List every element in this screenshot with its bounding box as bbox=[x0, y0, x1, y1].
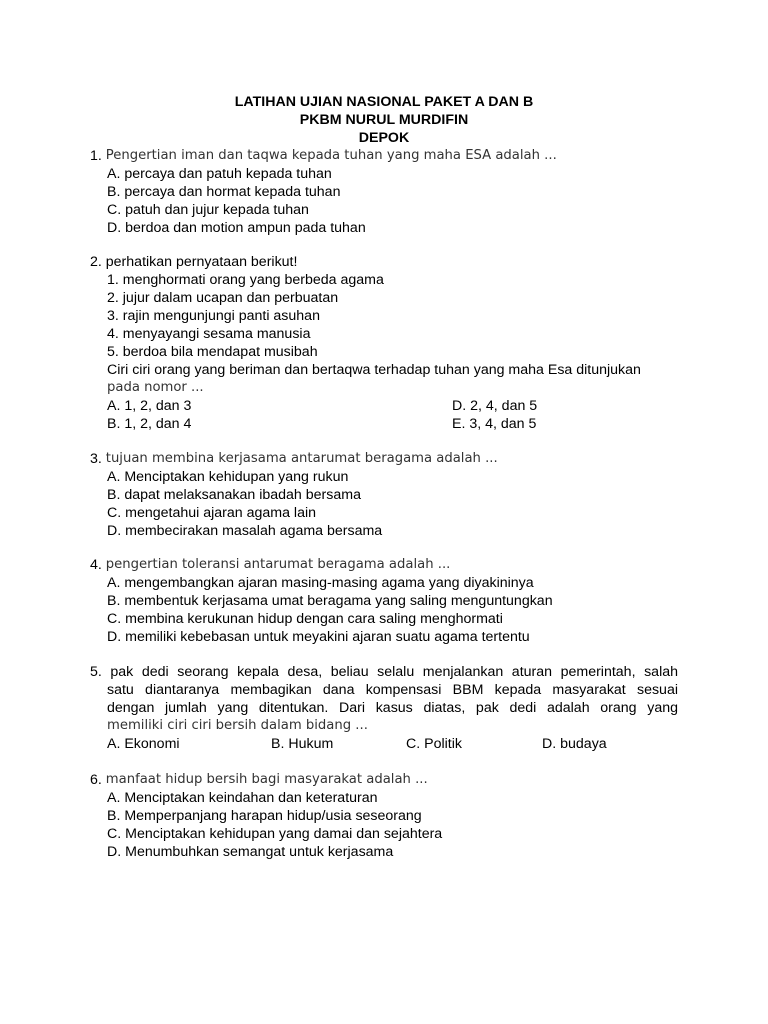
question-text: Pengertian iman dan taqwa kepada tuhan yang maha ESA adalah ... bbox=[105, 148, 557, 163]
option-c: C. patuh dan jujur kepada tuhan bbox=[107, 202, 309, 218]
question-number: 1. bbox=[90, 148, 106, 164]
question-3 bbox=[90, 450, 678, 540]
statement-3: 3. rajin mengunjungi panti asuhan bbox=[107, 308, 320, 324]
option-a: A. percaya dan patuh kepada tuhan bbox=[107, 166, 332, 182]
question-1 bbox=[90, 147, 678, 237]
statement-5: 5. berdoa bila mendapat musibah bbox=[107, 344, 318, 360]
question-number: 4. bbox=[90, 557, 106, 573]
option-b: B. dapat melaksanakan ibadah bersama bbox=[107, 487, 361, 503]
option-d: D. membecirakan masalah agama bersama bbox=[107, 523, 383, 539]
question-4-stem bbox=[90, 556, 678, 574]
statement-1: 1. menghormati orang yang berbeda agama bbox=[107, 272, 384, 288]
option-e: E. 3, 4, dan 5 bbox=[452, 416, 537, 432]
option-d: D. budaya bbox=[542, 736, 607, 752]
option-d: D. 2, 4, dan 5 bbox=[452, 398, 538, 414]
question-3-stem bbox=[90, 450, 678, 468]
options-row-2 bbox=[90, 415, 678, 433]
option-d: D. berdoa dan motion ampun pada tuhan bbox=[107, 220, 366, 236]
question-text: manfaat hidup bersih bagi masyarakat adalah ... bbox=[105, 772, 428, 787]
statement-2: 2. jujur dalam ucapan dan perbuatan bbox=[107, 290, 339, 306]
option-d: D. memiliki kebebasan untuk meyakini ajaran suatu agama tertentu bbox=[107, 629, 530, 645]
question-5 bbox=[90, 663, 678, 753]
location-name: DEPOK bbox=[358, 130, 410, 146]
question-text: pengertian toleransi antarumat beragama adalah ... bbox=[105, 557, 451, 572]
option-c: C. Politik bbox=[406, 736, 462, 752]
option-d: D. Menumbuhkan semangat untuk kerjasama bbox=[107, 844, 394, 860]
option-b: B. Memperpanjang harapan hidup/usia seseorang bbox=[107, 808, 422, 824]
question-prompt-line-1: Ciri ciri orang yang beriman dan bertaqwa terhadap tuhan yang maha Esa ditunjukan bbox=[107, 362, 641, 378]
question-6 bbox=[90, 771, 678, 861]
question-2-stem bbox=[90, 253, 678, 271]
question-text-line-2: satu diantaranya membagikan dana kompensasi BBM kepada masyarakat sesuai bbox=[107, 682, 678, 698]
option-a: A. Menciptakan keindahan dan keteraturan bbox=[107, 790, 378, 806]
question-6-stem bbox=[90, 771, 678, 789]
institution-name: PKBM NURUL MURDIFIN bbox=[299, 112, 469, 128]
option-b: B. Hukum bbox=[271, 736, 334, 752]
option-a: A. 1, 2, dan 3 bbox=[107, 398, 192, 414]
question-number: 6. bbox=[90, 772, 106, 788]
option-c: C. mengetahui ajaran agama lain bbox=[107, 505, 317, 521]
option-c: C. membina kerukunan hidup dengan cara saling menghormati bbox=[107, 611, 503, 627]
question-prompt-line-2: pada nomor ... bbox=[107, 380, 204, 395]
option-c: C. Menciptakan kehidupan yang damai dan sejahtera bbox=[107, 826, 443, 842]
option-a: A. mengembangkan ajaran masing-masing agama yang diyakininya bbox=[107, 575, 534, 591]
options-row-1 bbox=[90, 397, 678, 415]
options-row bbox=[90, 735, 678, 753]
option-a: A. Ekonomi bbox=[107, 736, 180, 752]
question-text-line-4: memiliki ciri ciri bersih dalam bidang ... bbox=[107, 718, 368, 733]
question-number: 3. bbox=[90, 451, 106, 467]
question-text-line-1: 5. pak dedi seorang kepala desa, beliau selalu menjalankan aturan pemerintah, salah bbox=[90, 664, 678, 680]
option-b: B. membentuk kerjasama umat beragama yang saling menguntungkan bbox=[107, 593, 553, 609]
question-2 bbox=[90, 253, 678, 433]
question-text: perhatikan pernyataan berikut! bbox=[105, 254, 298, 270]
option-b: B. 1, 2, dan 4 bbox=[107, 416, 192, 432]
statement-4: 4. menyayangi sesama manusia bbox=[107, 326, 311, 342]
question-number: 2. bbox=[90, 254, 106, 270]
question-1-stem bbox=[90, 147, 678, 165]
exam-title: LATIHAN UJIAN NASIONAL PAKET A DAN B bbox=[234, 94, 534, 110]
document-header bbox=[0, 93, 768, 147]
question-text: tujuan membina kerjasama antarumat beragama adalah ... bbox=[105, 451, 498, 466]
option-b: B. percaya dan hormat kepada tuhan bbox=[107, 184, 341, 200]
question-4 bbox=[90, 556, 678, 646]
option-a: A. Menciptakan kehidupan yang rukun bbox=[107, 469, 349, 485]
question-text-line-3: dengan jumlah yang ditentukan. Dari kasus diatas, pak dedi adalah orang yang bbox=[107, 700, 678, 716]
